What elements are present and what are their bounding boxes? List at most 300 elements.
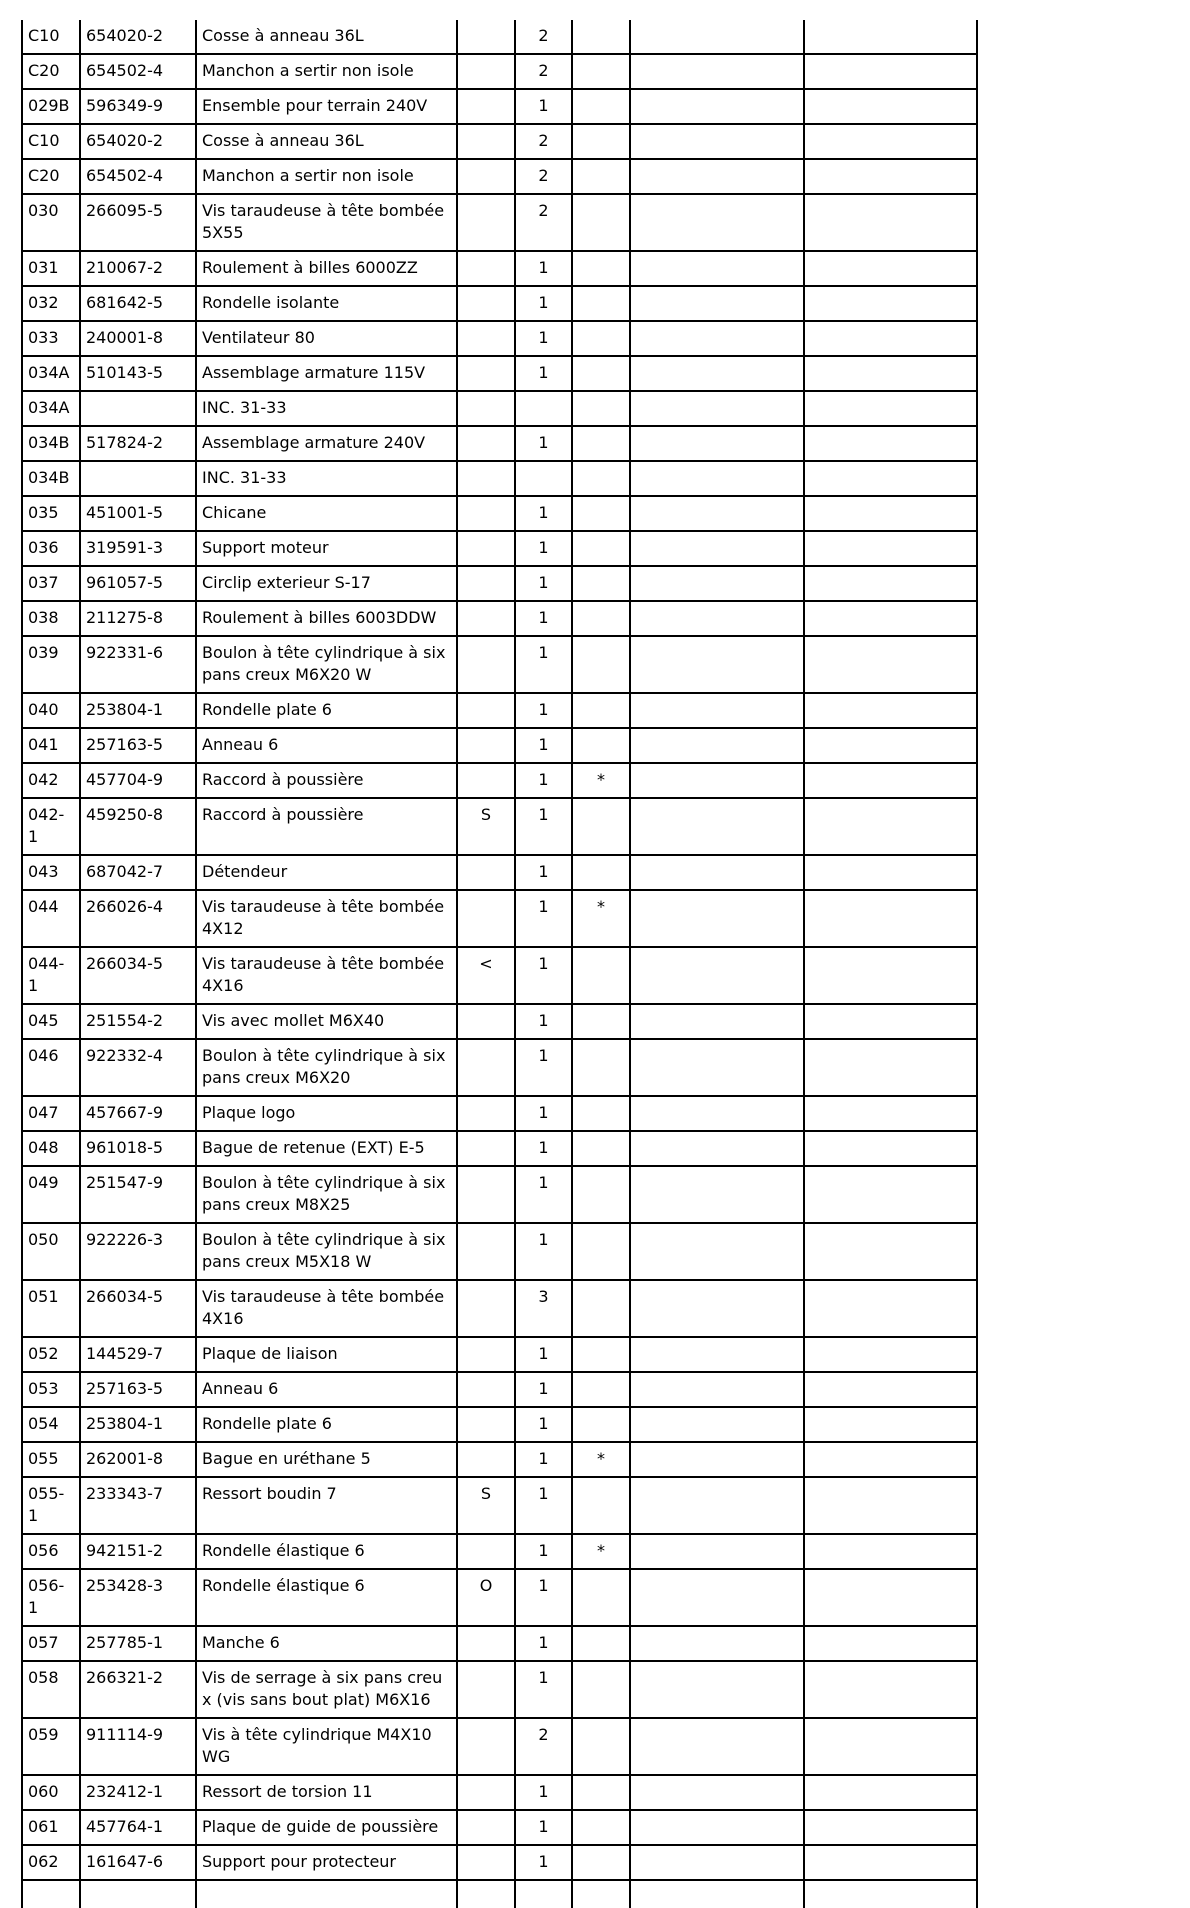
note-cell bbox=[572, 356, 630, 391]
quantity-cell: 1 bbox=[515, 286, 572, 321]
empty-cell bbox=[804, 1280, 977, 1337]
note-cell bbox=[572, 1810, 630, 1845]
empty-cell bbox=[630, 1337, 804, 1372]
description-cell: Rondelle isolante bbox=[196, 286, 457, 321]
item-number-cell: 034A bbox=[22, 391, 80, 426]
item-number-cell: 060 bbox=[22, 1775, 80, 1810]
note-cell bbox=[572, 1775, 630, 1810]
empty-cell bbox=[630, 1810, 804, 1845]
empty-cell bbox=[804, 1223, 977, 1280]
table-row bbox=[22, 159, 977, 194]
empty-cell bbox=[630, 159, 804, 194]
empty-cell bbox=[630, 426, 804, 461]
note-cell bbox=[572, 159, 630, 194]
item-number-cell: 029B bbox=[22, 89, 80, 124]
marker-cell bbox=[457, 855, 515, 890]
empty-cell bbox=[804, 693, 977, 728]
quantity-cell: 1 bbox=[515, 1372, 572, 1407]
marker-cell bbox=[457, 194, 515, 251]
part-number-cell: 961057-5 bbox=[80, 566, 196, 601]
part-number-cell: 144529-7 bbox=[80, 1337, 196, 1372]
marker-cell bbox=[457, 426, 515, 461]
note-cell bbox=[572, 601, 630, 636]
note-cell bbox=[572, 461, 630, 496]
part-number-cell: 262001-8 bbox=[80, 1442, 196, 1477]
marker-cell bbox=[457, 356, 515, 391]
empty-cell bbox=[804, 251, 977, 286]
marker-cell: S bbox=[457, 1477, 515, 1534]
empty-cell bbox=[630, 1477, 804, 1534]
note-cell bbox=[572, 1845, 630, 1880]
table-row bbox=[22, 763, 977, 798]
marker-cell bbox=[457, 1223, 515, 1280]
empty-cell bbox=[804, 1039, 977, 1096]
quantity-cell: 2 bbox=[515, 20, 572, 54]
description-cell: Vis à tête cylindrique M4X10 WG bbox=[196, 1718, 457, 1775]
part-number-cell: 596349-9 bbox=[80, 89, 196, 124]
empty-cell bbox=[804, 601, 977, 636]
description-cell: Raccord à poussière bbox=[196, 763, 457, 798]
description-cell: Vis taraudeuse à tête bombée 4X16 bbox=[196, 947, 457, 1004]
description-cell: Ressort boudin 7 bbox=[196, 1477, 457, 1534]
table-row bbox=[22, 890, 977, 947]
empty-cell bbox=[630, 763, 804, 798]
note-cell bbox=[572, 496, 630, 531]
item-number-cell: 062 bbox=[22, 1845, 80, 1880]
table-row bbox=[22, 1039, 977, 1096]
table-row bbox=[22, 461, 977, 496]
empty-cell bbox=[457, 1880, 515, 1908]
item-number-cell: 056 bbox=[22, 1534, 80, 1569]
note-cell bbox=[572, 1661, 630, 1718]
empty-cell bbox=[630, 461, 804, 496]
item-number-cell: C10 bbox=[22, 20, 80, 54]
table-row bbox=[22, 728, 977, 763]
description-cell: Rondelle plate 6 bbox=[196, 1407, 457, 1442]
empty-cell bbox=[804, 496, 977, 531]
note-cell bbox=[572, 855, 630, 890]
quantity-cell: 1 bbox=[515, 321, 572, 356]
table-row bbox=[22, 251, 977, 286]
part-number-cell bbox=[80, 461, 196, 496]
quantity-cell: 1 bbox=[515, 1569, 572, 1626]
part-number-cell: 257163-5 bbox=[80, 1372, 196, 1407]
description-cell: Ventilateur 80 bbox=[196, 321, 457, 356]
note-cell bbox=[572, 798, 630, 855]
empty-cell bbox=[804, 1166, 977, 1223]
empty-cell bbox=[804, 1718, 977, 1775]
part-number-cell: 457704-9 bbox=[80, 763, 196, 798]
part-number-cell: 240001-8 bbox=[80, 321, 196, 356]
item-number-cell: 041 bbox=[22, 728, 80, 763]
description-cell: Cosse à anneau 36L bbox=[196, 20, 457, 54]
item-number-cell: 051 bbox=[22, 1280, 80, 1337]
note-cell bbox=[572, 1096, 630, 1131]
empty-cell bbox=[804, 1131, 977, 1166]
part-number-cell: 654502-4 bbox=[80, 159, 196, 194]
description-cell: Manche 6 bbox=[196, 1626, 457, 1661]
item-number-cell: 034A bbox=[22, 356, 80, 391]
empty-cell bbox=[22, 1880, 80, 1908]
quantity-cell: 1 bbox=[515, 1004, 572, 1039]
note-cell bbox=[572, 636, 630, 693]
part-number-cell: 253804-1 bbox=[80, 693, 196, 728]
marker-cell bbox=[457, 461, 515, 496]
quantity-cell: 1 bbox=[515, 1407, 572, 1442]
table-row bbox=[22, 1626, 977, 1661]
table-row bbox=[22, 1442, 977, 1477]
note-cell bbox=[572, 531, 630, 566]
note-cell bbox=[572, 286, 630, 321]
empty-cell bbox=[804, 1337, 977, 1372]
note-cell bbox=[572, 1166, 630, 1223]
table-row bbox=[22, 1718, 977, 1775]
marker-cell bbox=[457, 890, 515, 947]
table-row bbox=[22, 1845, 977, 1880]
table-row bbox=[22, 1337, 977, 1372]
quantity-cell: 1 bbox=[515, 798, 572, 855]
description-cell: Boulon à tête cylindrique à six pans creux M6X20 W bbox=[196, 636, 457, 693]
part-number-cell: 266034-5 bbox=[80, 1280, 196, 1337]
description-cell: Anneau 6 bbox=[196, 728, 457, 763]
table-row-blank bbox=[22, 1880, 977, 1908]
quantity-cell: 1 bbox=[515, 1442, 572, 1477]
marker-cell bbox=[457, 124, 515, 159]
marker-cell bbox=[457, 1775, 515, 1810]
empty-cell bbox=[804, 947, 977, 1004]
description-cell: Rondelle plate 6 bbox=[196, 693, 457, 728]
note-cell bbox=[572, 20, 630, 54]
part-number-cell: 654020-2 bbox=[80, 20, 196, 54]
quantity-cell: 1 bbox=[515, 693, 572, 728]
quantity-cell: 1 bbox=[515, 251, 572, 286]
quantity-cell: 1 bbox=[515, 566, 572, 601]
empty-cell bbox=[630, 1166, 804, 1223]
item-number-cell: 055 bbox=[22, 1442, 80, 1477]
empty-cell bbox=[804, 636, 977, 693]
quantity-cell bbox=[515, 461, 572, 496]
description-cell: Ensemble pour terrain 240V bbox=[196, 89, 457, 124]
quantity-cell: 1 bbox=[515, 636, 572, 693]
item-number-cell: 059 bbox=[22, 1718, 80, 1775]
note-cell bbox=[572, 1280, 630, 1337]
table-row bbox=[22, 1407, 977, 1442]
table-row bbox=[22, 1280, 977, 1337]
empty-cell bbox=[804, 194, 977, 251]
item-number-cell: 058 bbox=[22, 1661, 80, 1718]
part-number-cell bbox=[80, 391, 196, 426]
item-number-cell: 030 bbox=[22, 194, 80, 251]
empty-cell bbox=[630, 1718, 804, 1775]
part-number-cell: 253428-3 bbox=[80, 1569, 196, 1626]
part-number-cell: 232412-1 bbox=[80, 1775, 196, 1810]
marker-cell bbox=[457, 566, 515, 601]
item-number-cell: 046 bbox=[22, 1039, 80, 1096]
empty-cell bbox=[630, 1407, 804, 1442]
item-number-cell: 053 bbox=[22, 1372, 80, 1407]
marker-cell bbox=[457, 1131, 515, 1166]
table-row bbox=[22, 89, 977, 124]
empty-cell bbox=[630, 321, 804, 356]
note-cell: * bbox=[572, 1534, 630, 1569]
marker-cell bbox=[457, 1718, 515, 1775]
table-row bbox=[22, 1096, 977, 1131]
table-row bbox=[22, 426, 977, 461]
empty-cell bbox=[630, 251, 804, 286]
empty-cell bbox=[80, 1880, 196, 1908]
description-cell: Assemblage armature 240V bbox=[196, 426, 457, 461]
note-cell: * bbox=[572, 1442, 630, 1477]
note-cell bbox=[572, 1626, 630, 1661]
marker-cell bbox=[457, 89, 515, 124]
empty-cell bbox=[630, 693, 804, 728]
table-row bbox=[22, 531, 977, 566]
empty-cell bbox=[630, 798, 804, 855]
empty-cell bbox=[804, 1477, 977, 1534]
empty-cell bbox=[515, 1880, 572, 1908]
description-cell: Roulement à billes 6003DDW bbox=[196, 601, 457, 636]
quantity-cell: 1 bbox=[515, 426, 572, 461]
table-row bbox=[22, 1775, 977, 1810]
quantity-cell: 1 bbox=[515, 1477, 572, 1534]
table-row bbox=[22, 321, 977, 356]
quantity-cell: 1 bbox=[515, 496, 572, 531]
marker-cell bbox=[457, 728, 515, 763]
marker-cell bbox=[457, 1810, 515, 1845]
table-row bbox=[22, 496, 977, 531]
description-cell: Bague en uréthane 5 bbox=[196, 1442, 457, 1477]
empty-cell bbox=[804, 1372, 977, 1407]
item-number-cell: 043 bbox=[22, 855, 80, 890]
empty-cell bbox=[630, 855, 804, 890]
empty-cell bbox=[630, 1096, 804, 1131]
quantity-cell: 2 bbox=[515, 159, 572, 194]
empty-cell bbox=[804, 321, 977, 356]
empty-cell bbox=[804, 531, 977, 566]
note-cell bbox=[572, 1223, 630, 1280]
marker-cell: O bbox=[457, 1569, 515, 1626]
description-cell: Détendeur bbox=[196, 855, 457, 890]
empty-cell bbox=[630, 1223, 804, 1280]
quantity-cell: 2 bbox=[515, 194, 572, 251]
quantity-cell: 1 bbox=[515, 601, 572, 636]
marker-cell bbox=[457, 1166, 515, 1223]
empty-cell bbox=[630, 1880, 804, 1908]
description-cell: Vis avec mollet M6X40 bbox=[196, 1004, 457, 1039]
description-cell: Support moteur bbox=[196, 531, 457, 566]
empty-cell bbox=[804, 286, 977, 321]
marker-cell bbox=[457, 1096, 515, 1131]
empty-cell bbox=[630, 1569, 804, 1626]
marker-cell bbox=[457, 1004, 515, 1039]
part-number-cell: 922332-4 bbox=[80, 1039, 196, 1096]
empty-cell bbox=[630, 1626, 804, 1661]
item-number-cell: 039 bbox=[22, 636, 80, 693]
empty-cell bbox=[804, 1775, 977, 1810]
description-cell: Boulon à tête cylindrique à six pans creux M8X25 bbox=[196, 1166, 457, 1223]
table-row bbox=[22, 636, 977, 693]
table-row bbox=[22, 1372, 977, 1407]
empty-cell bbox=[630, 1534, 804, 1569]
part-number-cell: 253804-1 bbox=[80, 1407, 196, 1442]
part-number-cell: 922331-6 bbox=[80, 636, 196, 693]
table-row bbox=[22, 286, 977, 321]
quantity-cell: 1 bbox=[515, 1534, 572, 1569]
description-cell: Vis taraudeuse à tête bombée 4X16 bbox=[196, 1280, 457, 1337]
empty-cell bbox=[196, 1880, 457, 1908]
description-cell: Plaque de guide de poussière bbox=[196, 1810, 457, 1845]
quantity-cell: 1 bbox=[515, 1626, 572, 1661]
part-number-cell: 911114-9 bbox=[80, 1718, 196, 1775]
note-cell: * bbox=[572, 763, 630, 798]
empty-cell bbox=[630, 1661, 804, 1718]
item-number-cell: 050 bbox=[22, 1223, 80, 1280]
part-number-cell: 681642-5 bbox=[80, 286, 196, 321]
table-row bbox=[22, 798, 977, 855]
marker-cell bbox=[457, 693, 515, 728]
marker-cell bbox=[457, 531, 515, 566]
note-cell bbox=[572, 426, 630, 461]
empty-cell bbox=[630, 890, 804, 947]
note-cell bbox=[572, 54, 630, 89]
table-row bbox=[22, 1477, 977, 1534]
part-number-cell: 961018-5 bbox=[80, 1131, 196, 1166]
empty-cell bbox=[804, 1569, 977, 1626]
empty-cell bbox=[804, 426, 977, 461]
part-number-cell: 211275-8 bbox=[80, 601, 196, 636]
marker-cell bbox=[457, 1845, 515, 1880]
item-number-cell: 045 bbox=[22, 1004, 80, 1039]
quantity-cell bbox=[515, 391, 572, 426]
item-number-cell: C20 bbox=[22, 54, 80, 89]
part-number-cell: 942151-2 bbox=[80, 1534, 196, 1569]
empty-cell bbox=[630, 1775, 804, 1810]
marker-cell bbox=[457, 321, 515, 356]
marker-cell bbox=[457, 1442, 515, 1477]
quantity-cell: 1 bbox=[515, 728, 572, 763]
part-number-cell: 251554-2 bbox=[80, 1004, 196, 1039]
marker-cell bbox=[457, 496, 515, 531]
item-number-cell: 035 bbox=[22, 496, 80, 531]
empty-cell bbox=[630, 1442, 804, 1477]
empty-cell bbox=[804, 391, 977, 426]
item-number-cell: 044-1 bbox=[22, 947, 80, 1004]
note-cell bbox=[572, 1477, 630, 1534]
quantity-cell: 1 bbox=[515, 1039, 572, 1096]
empty-cell bbox=[804, 89, 977, 124]
marker-cell bbox=[457, 601, 515, 636]
empty-cell bbox=[630, 636, 804, 693]
marker-cell bbox=[457, 159, 515, 194]
empty-cell bbox=[630, 728, 804, 763]
note-cell bbox=[572, 1039, 630, 1096]
marker-cell bbox=[457, 1534, 515, 1569]
quantity-cell: 2 bbox=[515, 124, 572, 159]
table-row bbox=[22, 1166, 977, 1223]
empty-cell bbox=[804, 1845, 977, 1880]
empty-cell bbox=[630, 356, 804, 391]
table-row bbox=[22, 54, 977, 89]
quantity-cell: 1 bbox=[515, 947, 572, 1004]
part-number-cell: 457764-1 bbox=[80, 1810, 196, 1845]
description-cell: Boulon à tête cylindrique à six pans creux M5X18 W bbox=[196, 1223, 457, 1280]
empty-cell bbox=[630, 531, 804, 566]
item-number-cell: 033 bbox=[22, 321, 80, 356]
item-number-cell: 044 bbox=[22, 890, 80, 947]
description-cell: Vis taraudeuse à tête bombée 5X55 bbox=[196, 194, 457, 251]
table-row bbox=[22, 601, 977, 636]
item-number-cell: 040 bbox=[22, 693, 80, 728]
empty-cell bbox=[630, 89, 804, 124]
quantity-cell: 1 bbox=[515, 763, 572, 798]
table-row bbox=[22, 1810, 977, 1845]
item-number-cell: 056-1 bbox=[22, 1569, 80, 1626]
part-number-cell: 266026-4 bbox=[80, 890, 196, 947]
description-cell: INC. 31-33 bbox=[196, 391, 457, 426]
part-number-cell: 457667-9 bbox=[80, 1096, 196, 1131]
quantity-cell: 3 bbox=[515, 1280, 572, 1337]
note-cell bbox=[572, 1004, 630, 1039]
note-cell: * bbox=[572, 890, 630, 947]
table-row bbox=[22, 391, 977, 426]
description-cell: Assemblage armature 115V bbox=[196, 356, 457, 391]
quantity-cell: 2 bbox=[515, 54, 572, 89]
part-number-cell: 266034-5 bbox=[80, 947, 196, 1004]
quantity-cell: 1 bbox=[515, 89, 572, 124]
item-number-cell: 032 bbox=[22, 286, 80, 321]
empty-cell bbox=[804, 855, 977, 890]
part-number-cell: 451001-5 bbox=[80, 496, 196, 531]
item-number-cell: 052 bbox=[22, 1337, 80, 1372]
description-cell: Bague de retenue (EXT) E-5 bbox=[196, 1131, 457, 1166]
table-row bbox=[22, 194, 977, 251]
empty-cell bbox=[630, 1131, 804, 1166]
quantity-cell: 1 bbox=[515, 1661, 572, 1718]
description-cell: Manchon a sertir non isole bbox=[196, 159, 457, 194]
empty-cell bbox=[804, 566, 977, 601]
marker-cell bbox=[457, 1337, 515, 1372]
quantity-cell: 1 bbox=[515, 1337, 572, 1372]
note-cell bbox=[572, 1337, 630, 1372]
marker-cell bbox=[457, 1626, 515, 1661]
empty-cell bbox=[804, 20, 977, 54]
empty-cell bbox=[630, 1039, 804, 1096]
note-cell bbox=[572, 947, 630, 1004]
empty-cell bbox=[804, 356, 977, 391]
item-number-cell: C10 bbox=[22, 124, 80, 159]
part-number-cell: 266095-5 bbox=[80, 194, 196, 251]
empty-cell bbox=[630, 947, 804, 1004]
empty-cell bbox=[630, 1845, 804, 1880]
empty-cell bbox=[630, 54, 804, 89]
empty-cell bbox=[630, 391, 804, 426]
marker-cell bbox=[457, 391, 515, 426]
description-cell: Vis de serrage à six pans creux (vis sans bout plat) M6X16 bbox=[196, 1661, 457, 1718]
marker-cell bbox=[457, 54, 515, 89]
part-number-cell: 319591-3 bbox=[80, 531, 196, 566]
note-cell bbox=[572, 566, 630, 601]
empty-cell bbox=[804, 159, 977, 194]
empty-cell bbox=[804, 1810, 977, 1845]
item-number-cell: 057 bbox=[22, 1626, 80, 1661]
description-cell: Boulon à tête cylindrique à six pans creux M6X20 bbox=[196, 1039, 457, 1096]
empty-cell bbox=[804, 763, 977, 798]
marker-cell bbox=[457, 1039, 515, 1096]
note-cell bbox=[572, 89, 630, 124]
marker-cell: S bbox=[457, 798, 515, 855]
description-cell: Support pour protecteur bbox=[196, 1845, 457, 1880]
item-number-cell: 036 bbox=[22, 531, 80, 566]
